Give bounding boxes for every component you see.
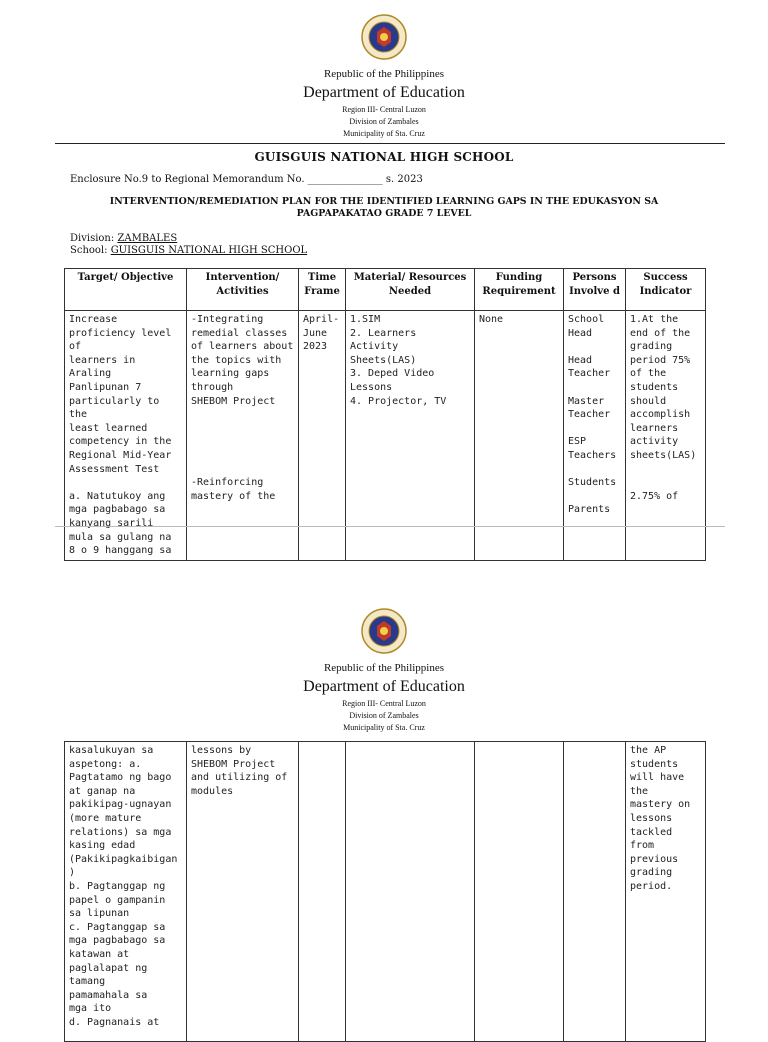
enclosure-text: Enclosure No.9 to Regional Memorandum No. _______________ s. 2023 — [70, 174, 423, 185]
cell-target: kasalukuyan sa aspetong: a. Pagtatamo ng bago at ganap na pakikipag-ugnayan (more mature relations) sa mga kasing edad (Pakikipagkaibigan ) b. Pagtanggap ng papel o gampanin sa lipunan c. Pagtanggap sa mga pagbabago sa katawan at paglalapat ng tamang pamamahala sa mga ito d. Pagnanais at — [65, 742, 187, 1042]
cell-intervention: lessons by SHEBOM Project and utilizing of modules — [187, 742, 299, 1042]
page-bottom-rule — [55, 526, 725, 527]
school-value: GUISGUIS NATIONAL HIGH SCHOOL — [110, 245, 308, 256]
plan-table-continued — [64, 741, 706, 1042]
header-funding: Funding Requirement — [475, 269, 564, 311]
header-persons: Persons Involve d — [564, 269, 626, 311]
header-time-frame: Time Frame — [299, 269, 346, 311]
plan-title-line1: INTERVENTION/REMEDIATION PLAN FOR THE IDENTIFIED LEARNING GAPS IN THE EDUKASYON SA — [109, 196, 659, 207]
republic-text: Republic of the Philippines — [323, 68, 445, 80]
school-field — [70, 245, 307, 257]
department-title: Department of Education — [303, 84, 465, 101]
region-text: Region III- Central Luzon — [342, 699, 426, 708]
division-text: Division of Zambales — [349, 117, 419, 126]
region-text: Region III- Central Luzon — [342, 105, 426, 114]
division-text: Division of Zambales — [349, 711, 419, 720]
cell-materials: 1.SIM 2. Learners Activity Sheets(LAS) 3. Deped Video Lessons 4. Projector, TV — [346, 311, 475, 561]
cell-funding — [475, 742, 564, 1042]
page-2 — [0, 600, 768, 1028]
school-name: GUISGUIS NATIONAL HIGH SCHOOL — [254, 150, 514, 164]
municipality-text: Municipality of Sta. Cruz — [343, 723, 425, 732]
table-row — [65, 311, 706, 561]
deped-seal-icon — [361, 608, 407, 654]
cell-time-frame: April- June 2023 — [299, 311, 346, 561]
division-field — [70, 233, 177, 245]
school-label: School: — [70, 245, 108, 256]
municipality-text: Municipality of Sta. Cruz — [343, 129, 425, 138]
cell-target: Increase proficiency level of learners in Araling Panlipunan 7 particularly to the least learned competency in the Regional Mid-Year Assessment Test a. Natutukoy ang mga pagbabago sa kanyang sarili mula sa gulang na 8 o 9 hanggang sa — [65, 311, 187, 561]
division-label: Division: — [70, 233, 115, 244]
header-materials: Material/ Resources Needed — [346, 269, 475, 311]
cell-success: 1.At the end of the grading period 75% of the students should accomplish learners activity sheets(LAS) 2.75% of — [626, 311, 706, 561]
division-value: ZAMBALES — [117, 233, 178, 244]
cell-funding: None — [475, 311, 564, 561]
cell-time-frame — [299, 742, 346, 1042]
header-target: Target/ Objective — [65, 269, 187, 311]
header-intervention: Intervention/ Activities — [187, 269, 299, 311]
cell-success: the AP students will have the mastery on lessons tackled from previous grading period. — [626, 742, 706, 1042]
table-header-row — [65, 269, 706, 311]
department-title: Department of Education — [303, 678, 465, 695]
cell-persons: School Head Head Teacher Master Teacher ESP Teachers Students Parents — [564, 311, 626, 561]
deped-seal-icon — [361, 14, 407, 60]
table-row — [65, 742, 706, 1042]
header-divider — [55, 143, 725, 144]
plan-title-line2: PAGPAPAKATAO GRADE 7 LEVEL — [296, 208, 472, 219]
header-success: Success Indicator — [626, 269, 706, 311]
cell-persons — [564, 742, 626, 1042]
republic-text: Republic of the Philippines — [323, 662, 445, 674]
plan-table — [64, 268, 706, 561]
cell-materials — [346, 742, 475, 1042]
cell-intervention: -Integrating remedial classes of learners about the topics with learning gaps through SHEBOM Project -Reinforcing mastery of the — [187, 311, 299, 561]
